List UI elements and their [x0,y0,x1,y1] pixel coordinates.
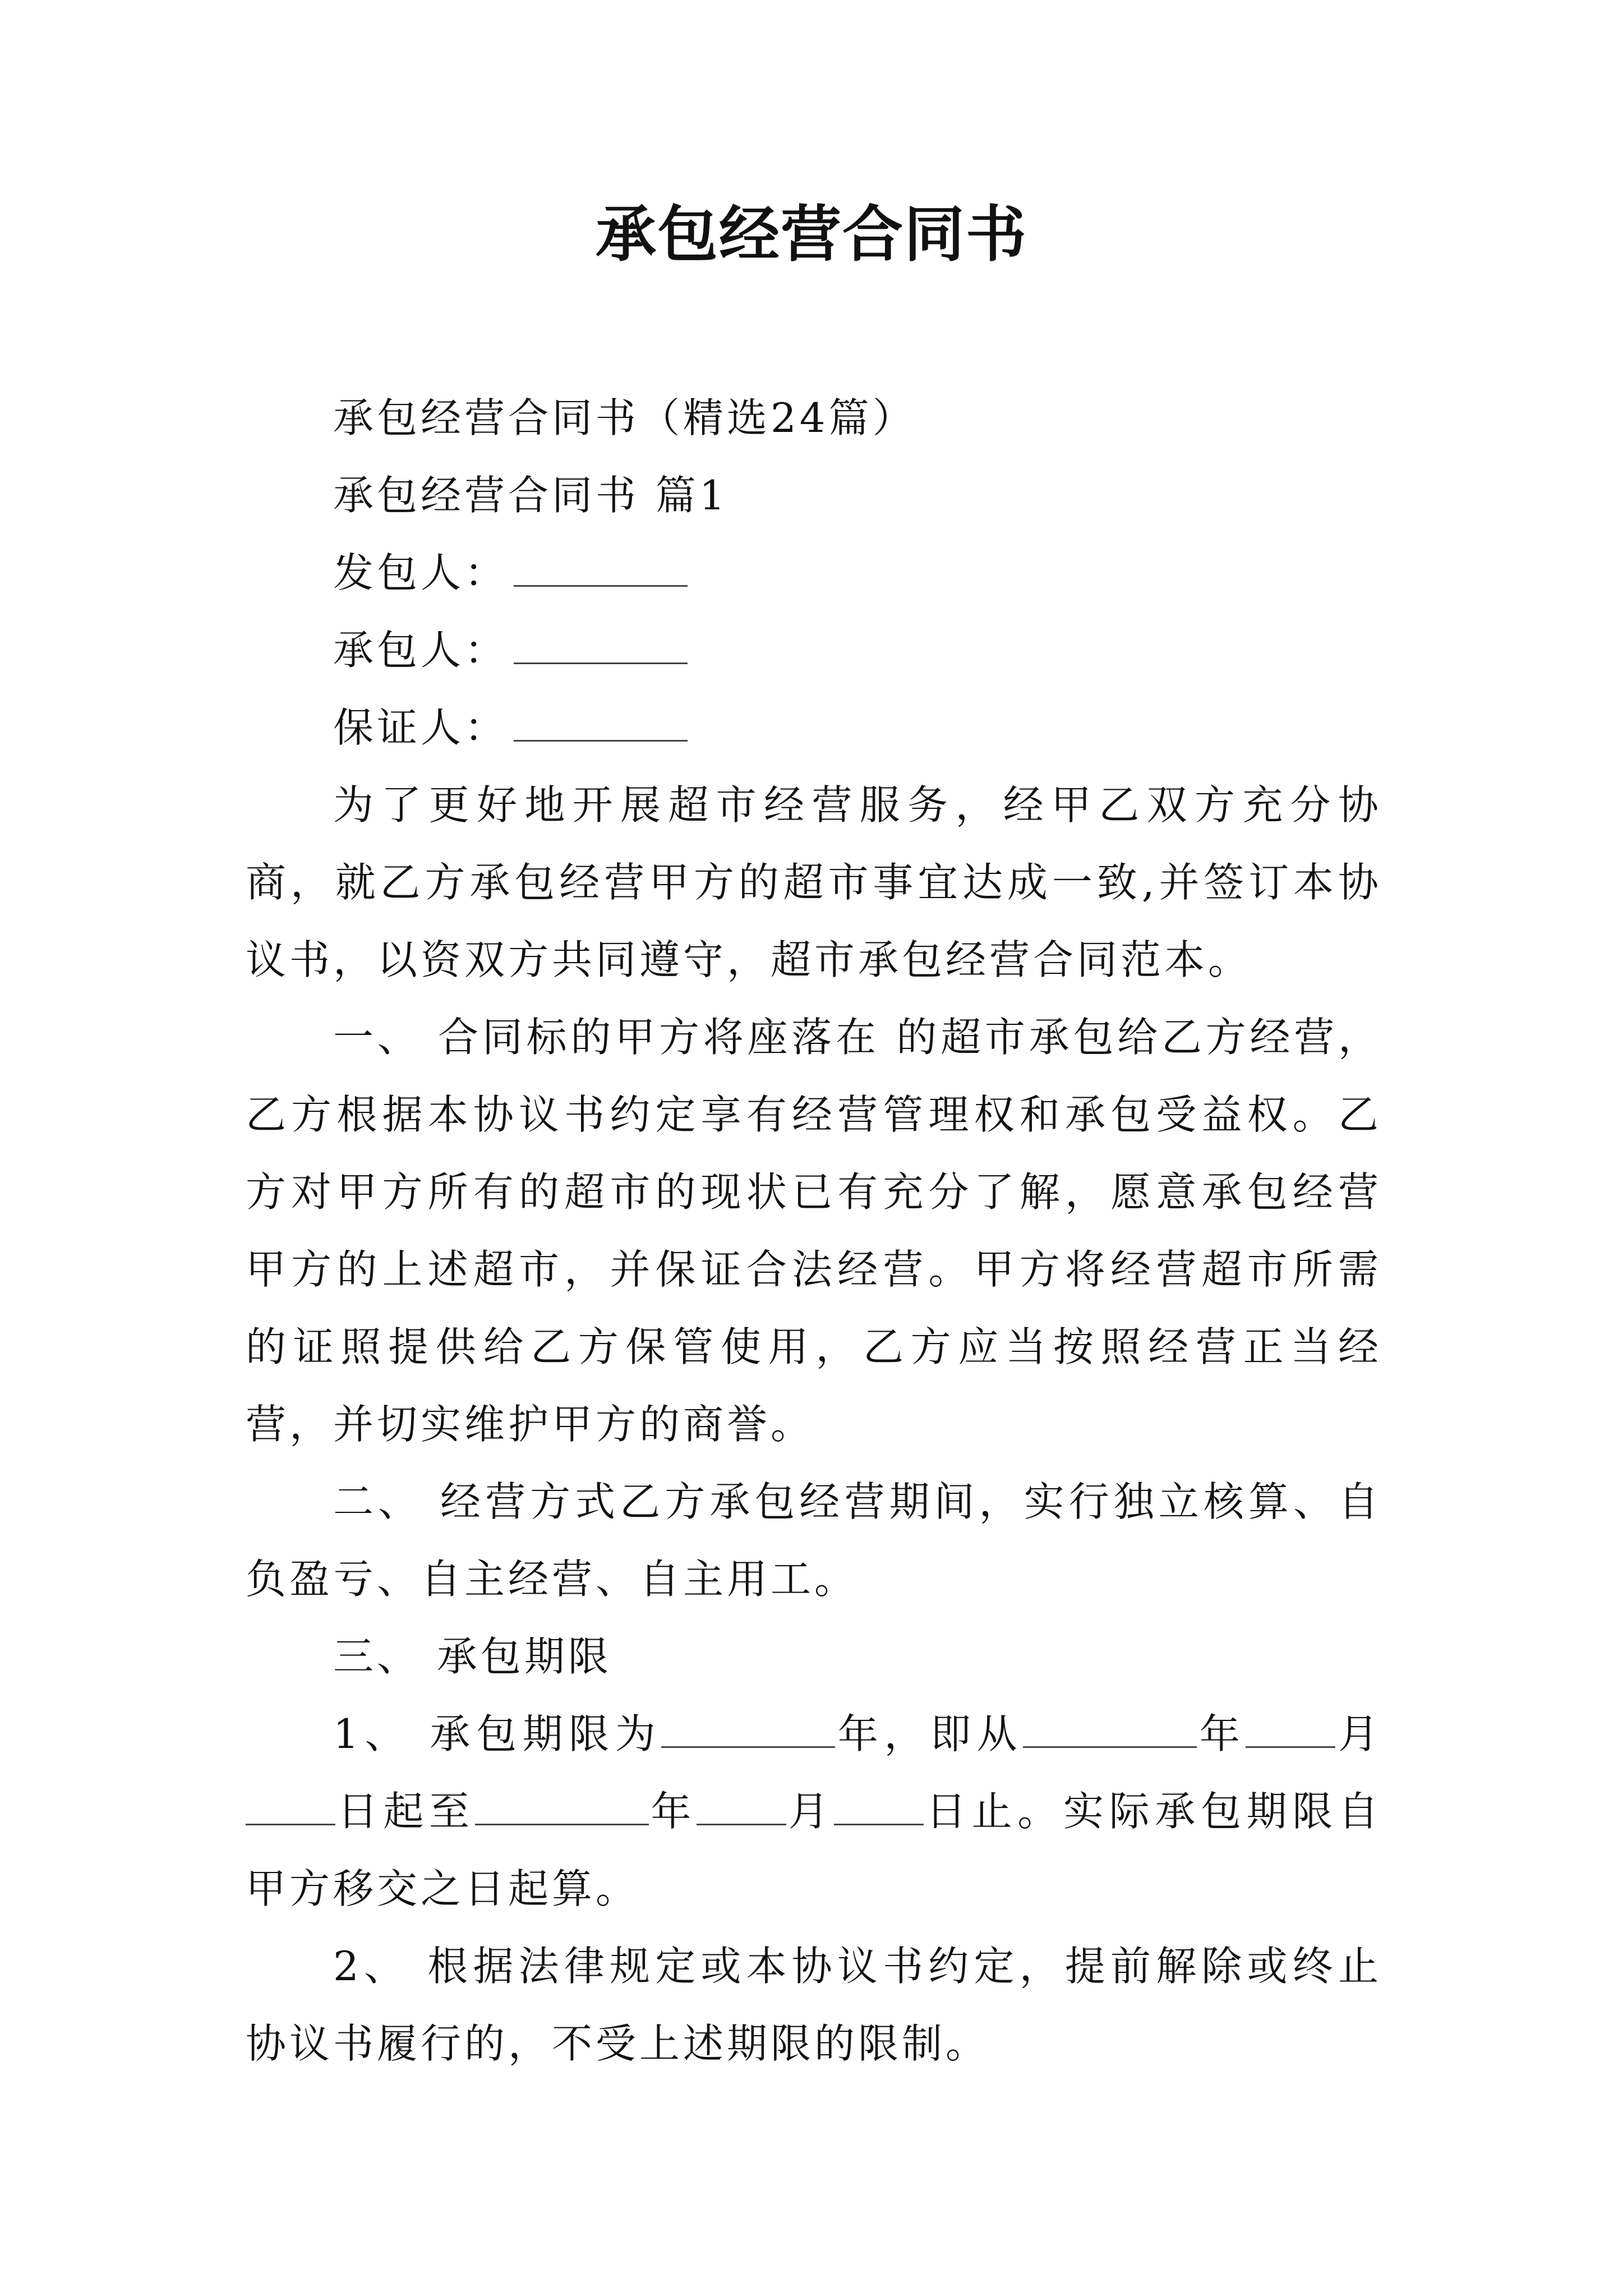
field-label: 承包人： [333,627,509,674]
clause-text: 年 [1197,1710,1246,1757]
blank-line [1023,1710,1197,1748]
clause-text: 1、 承包期限为 [333,1710,662,1757]
clause-text: 月 [786,1788,834,1835]
blank-line [661,1710,835,1748]
intro-paragraph: 为了更好地开展超市经营服务，经甲乙双方充分协商，就乙方承包经营甲方的超市事宜达成一致,并签订本协议书，以资双方共同遵守，超市承包经营合同范本。 [246,781,1382,983]
clause-3-2-paragraph: 2、 根据法律规定或本协议书约定，提前解除或终止协议书履行的，不受上述期限的限制。 [246,1943,1382,2067]
clause-1-paragraph: 一、 合同标的甲方将座落在 的超市承包给乙方经营，乙方根据本协议书约定享有经营管理权和承包受益权。乙方对甲方所有的超市的现状已有充分了解，愿意承包经营甲方的上述超市，并保证合法经营。甲方将经营超市所需的证照提供给乙方保管使用，乙方应当按照经营正当经营，并切实维护甲方的商誉。 [246,1014,1382,1448]
document-body [246,379,1382,2082]
clause-3-heading: 三、 承包期限 [333,1633,612,1680]
clause-text: 月 [1335,1710,1382,1757]
blank-line [514,701,688,742]
blank-line [697,1788,786,1825]
clause-2-paragraph: 二、 经营方式乙方承包经营期间，实行独立核算、自负盈亏、自主经营、自主用工。 [246,1478,1382,1603]
field-label: 保证人： [333,704,509,751]
blank-line [475,1788,649,1825]
field-contractor-issuer [246,534,1382,611]
clause-text: 日止。实际承包期限自甲方移交之日起算。 [246,1788,1382,1912]
clause-text: 年 [648,1788,697,1835]
blank-line [246,1788,335,1825]
clause-text: 日起至 [335,1788,475,1835]
field-guarantor [246,689,1382,766]
subtitle: 承包经营合同书（精选24篇） [333,394,916,441]
clause-3-1-paragraph [246,1695,1382,1927]
clause-text: 年，即从 [835,1710,1023,1757]
blank-line [834,1788,924,1825]
blank-line [514,623,688,664]
field-contractor [246,611,1382,689]
field-label: 发包人： [333,549,509,596]
blank-line [1246,1710,1335,1748]
section-heading: 承包经营合同书 篇1 [333,472,728,519]
blank-line [514,546,688,587]
document-title: 承包经营合同书 [595,199,1027,270]
